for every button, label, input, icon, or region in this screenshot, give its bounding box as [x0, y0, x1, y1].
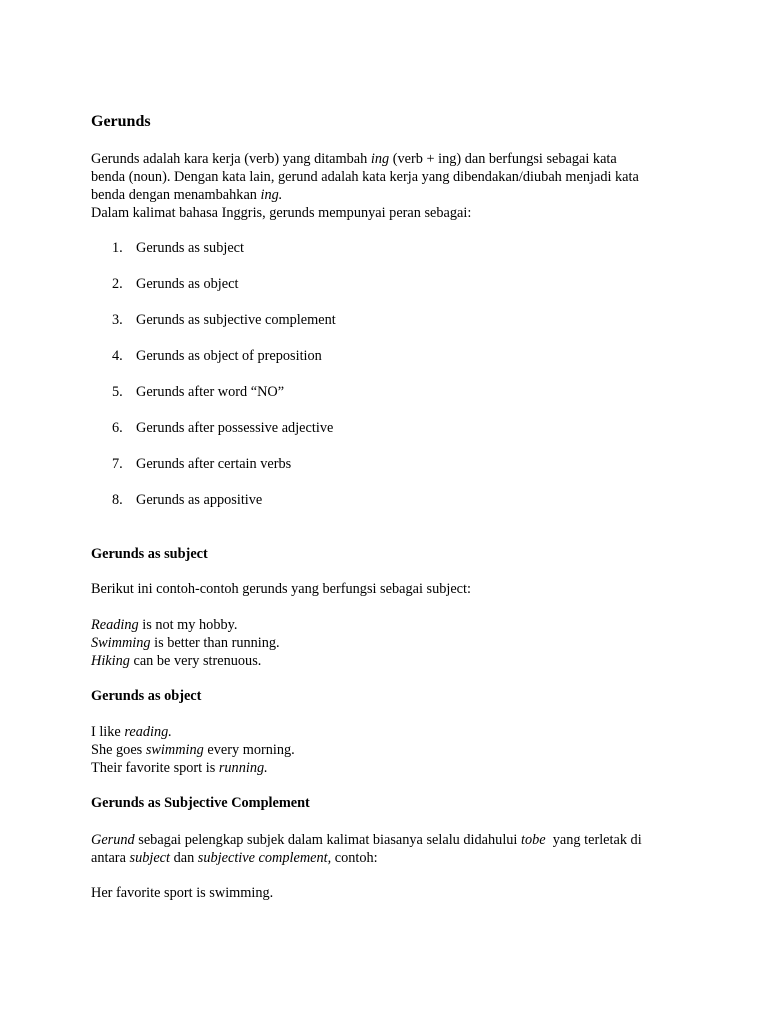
- page-title: Gerunds: [91, 113, 151, 130]
- intro-line-3: benda dengan menambahkan ing.: [91, 187, 283, 203]
- section-heading-subject: Gerunds as subject: [91, 546, 208, 562]
- example-line: I like reading.: [91, 724, 172, 740]
- example-line: She goes swimming every morning.: [91, 742, 295, 758]
- document-page: Gerunds Gerunds adalah kara kerja (verb) yang ditambah ing (verb + ing) dan berfungsi sebagai kata benda (noun). Dengan kata lain, gerund adalah kata kerja yang dibendakan/diubah menjadi kata benda dengan menambahkan ing. Dalam kalimat bahasa Inggris, gerunds mempunyai peran sebagai: 1. Gerunds as subject 2. Gerunds as object 3. Gerunds as subjective complement 4. Gerunds as object of preposition 5. Gerunds after word “NO” 6. Gerunds after possessive adjective 7. Gerunds after certain verbs 8. Gerunds as appositive Gerunds as subject Berikut ini contoh-contoh gerunds yang berfungsi sebagai subject: Reading is not my hobby. Swimming is better than running. Hiking can be very strenuous. Gerunds as object I like reading. She goes swimming every morning. Their favorite sport is running. Gerunds as Subjective Complement Gerund sebagai pelengkap subjek dalam kalimat biasanya selalu didahului tobe yang terletak di antara subject dan subjective complement, contoh: Her favorite sport is swimming.: [0, 0, 768, 1024]
- example-line: Reading is not my hobby.: [91, 617, 238, 633]
- example-line: Her favorite sport is swimming.: [91, 885, 274, 901]
- example-line: Hiking can be very strenuous.: [91, 653, 262, 669]
- example-line: Their favorite sport is running.: [91, 760, 268, 776]
- section-complement-line-2: antara subject dan subjective complement, contoh:: [91, 850, 378, 866]
- section-heading-subjective-complement: Gerunds as Subjective Complement: [91, 795, 310, 811]
- section-complement-line-1: Gerund sebagai pelengkap subjek dalam kalimat biasanya selalu didahului tobe yang terletak di: [91, 832, 642, 848]
- example-line: Swimming is better than running.: [91, 635, 280, 651]
- intro-line-1: Gerunds adalah kara kerja (verb) yang ditambah ing (verb + ing) dan berfungsi sebagai kata: [91, 151, 617, 167]
- intro-line-4: Dalam kalimat bahasa Inggris, gerunds mempunyai peran sebagai:: [91, 205, 472, 221]
- intro-line-2: benda (noun). Dengan kata lain, gerund adalah kata kerja yang dibendakan/diubah menjadi kata: [91, 169, 639, 185]
- section-subject-intro: Berikut ini contoh-contoh gerunds yang berfungsi sebagai subject:: [91, 581, 471, 597]
- section-heading-object: Gerunds as object: [91, 688, 202, 704]
